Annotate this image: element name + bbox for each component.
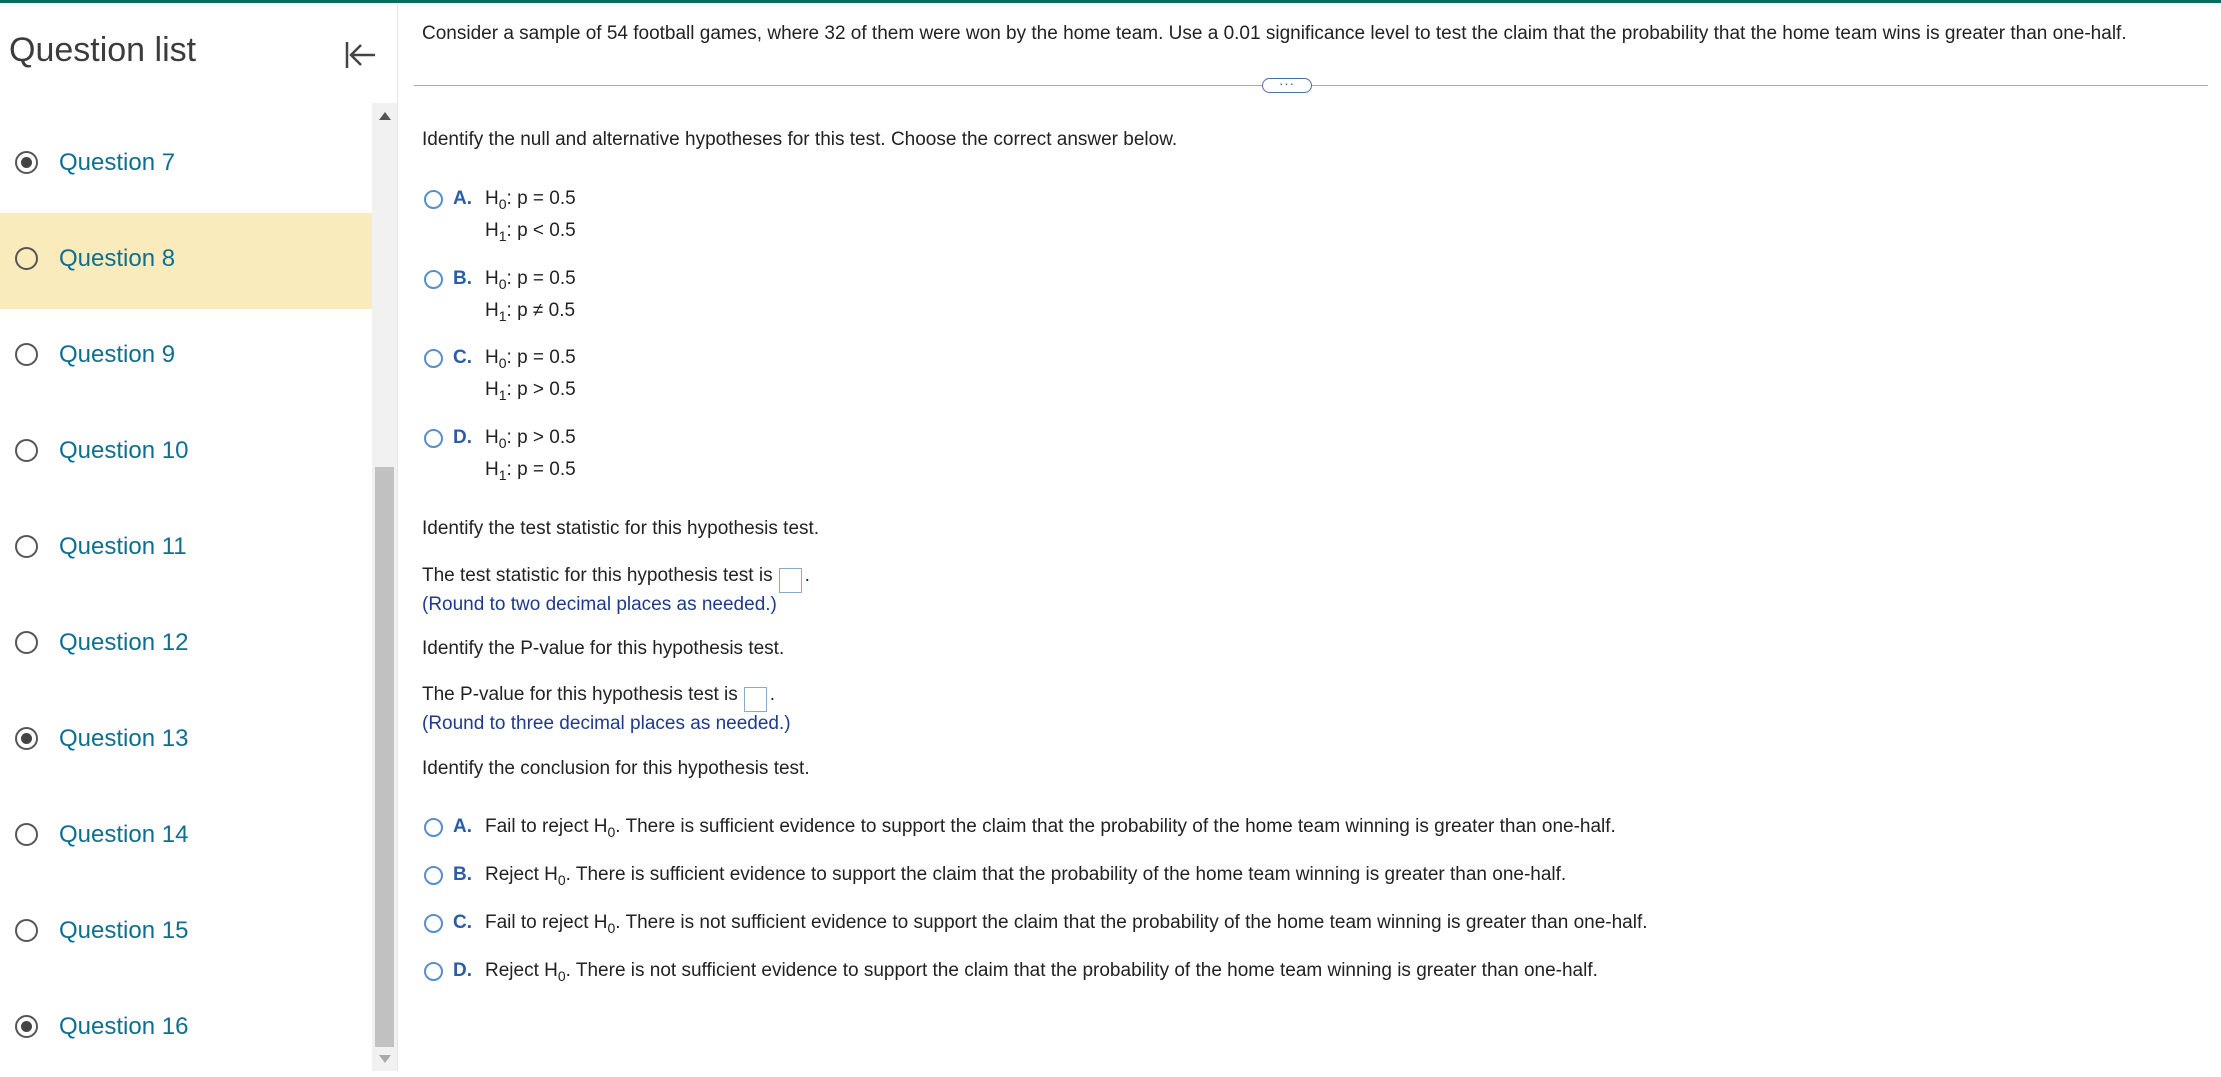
collapse-sidebar-button[interactable] bbox=[336, 30, 386, 80]
question-label: Question 13 bbox=[59, 725, 189, 752]
p-value-label: The P-value for this hypothesis test is bbox=[422, 684, 738, 705]
question-item-7[interactable] bbox=[0, 117, 372, 213]
alternative-hypothesis: $H_1$: p = 0.5 bbox=[485, 459, 576, 483]
question-item-9[interactable] bbox=[0, 309, 372, 405]
answered-indicator-icon bbox=[15, 727, 38, 750]
sidebar-scrollbar[interactable] bbox=[372, 103, 397, 1071]
question-list-sidebar bbox=[0, 3, 398, 1071]
sidebar-title: Question list bbox=[9, 31, 197, 69]
option-radio[interactable] bbox=[424, 270, 443, 289]
question-item-12[interactable] bbox=[0, 597, 372, 693]
test-statistic-input[interactable] bbox=[779, 568, 802, 593]
question-item-14[interactable] bbox=[0, 789, 372, 885]
question-prompt: Consider a sample of 54 football games, where 32 of them were won by the home team. Use a 0.01 significance level to test the claim that the probability that the home team wins is greater than one-half. bbox=[422, 23, 2127, 44]
null-hypothesis: $H_0$: p = 0.5 bbox=[485, 188, 576, 212]
option-radio[interactable] bbox=[424, 190, 443, 209]
option-radio[interactable] bbox=[424, 429, 443, 448]
unanswered-indicator-icon bbox=[15, 343, 38, 366]
option-letter: B. bbox=[453, 864, 472, 885]
test-statistic-sentence bbox=[422, 565, 810, 593]
part1-instruction: Identify the null and alternative hypotheses for this test. Choose the correct answer below. bbox=[422, 129, 1178, 150]
unanswered-indicator-icon bbox=[15, 535, 38, 558]
option-text: Reject $H_0$. There is not sufficient evidence to support the claim that the probability of the home team winning is greater than one-half. bbox=[485, 960, 1598, 984]
question-item-10[interactable] bbox=[0, 405, 372, 501]
sentence-period: . bbox=[769, 684, 776, 705]
question-panel bbox=[398, 3, 2221, 1071]
p-value-input[interactable] bbox=[744, 687, 767, 712]
null-hypothesis: $H_0$: p > 0.5 bbox=[485, 427, 576, 451]
part2-instruction: Identify the test statistic for this hypothesis test. bbox=[422, 518, 820, 539]
test-statistic-label: The test statistic for this hypothesis test is bbox=[422, 565, 773, 586]
scroll-up-arrow-icon[interactable] bbox=[372, 106, 397, 126]
question-item-8[interactable] bbox=[0, 213, 372, 309]
question-label: Question 12 bbox=[59, 629, 189, 656]
option-text: Fail to reject $H_0$. There is sufficient evidence to support the claim that the probability of the home team winning is greater than one-half. bbox=[485, 816, 1616, 840]
p-value-sentence bbox=[422, 684, 775, 712]
option-radio[interactable] bbox=[424, 914, 443, 933]
part4-instruction: Identify the conclusion for this hypothesis test. bbox=[422, 758, 810, 779]
expand-ellipsis-button[interactable]: ··· bbox=[1262, 78, 1312, 93]
question-label: Question 7 bbox=[59, 149, 176, 176]
scroll-down-arrow-icon[interactable] bbox=[372, 1049, 397, 1069]
option-radio[interactable] bbox=[424, 962, 443, 981]
collapse-left-icon bbox=[336, 30, 386, 80]
option-letter: A. bbox=[453, 188, 472, 209]
question-item-15[interactable] bbox=[0, 885, 372, 981]
option-text: Fail to reject $H_0$. There is not sufficient evidence to support the claim that the probability of the home team winning is greater than one-half. bbox=[485, 912, 1648, 936]
option-letter: C. bbox=[453, 912, 472, 933]
unanswered-indicator-icon bbox=[15, 247, 38, 270]
answered-indicator-icon bbox=[15, 151, 38, 174]
option-text: Reject $H_0$. There is sufficient evidence to support the claim that the probability of the home team winning is greater than one-half. bbox=[485, 864, 1567, 888]
null-hypothesis: $H_0$: p = 0.5 bbox=[485, 268, 576, 292]
test-statistic-rounding-hint: (Round to two decimal places as needed.) bbox=[422, 594, 777, 615]
unanswered-indicator-icon bbox=[15, 919, 38, 942]
question-label: Question 11 bbox=[59, 533, 187, 560]
answered-indicator-icon bbox=[15, 1015, 38, 1038]
unanswered-indicator-icon bbox=[15, 439, 38, 462]
option-letter: B. bbox=[453, 268, 472, 289]
part3-instruction: Identify the P-value for this hypothesis test. bbox=[422, 638, 785, 659]
option-letter: D. bbox=[453, 960, 472, 981]
option-radio[interactable] bbox=[424, 866, 443, 885]
question-label: Question 16 bbox=[59, 1013, 189, 1040]
sentence-period: . bbox=[804, 565, 810, 586]
question-item-16[interactable] bbox=[0, 981, 372, 1077]
question-label: Question 14 bbox=[59, 821, 189, 848]
question-label: Question 15 bbox=[59, 917, 189, 944]
scrollbar-thumb[interactable] bbox=[375, 467, 394, 1047]
question-item-11[interactable] bbox=[0, 501, 372, 597]
alternative-hypothesis: $H_1$: p < 0.5 bbox=[485, 220, 576, 244]
alternative-hypothesis: $H_1$: p > 0.5 bbox=[485, 379, 576, 403]
option-radio[interactable] bbox=[424, 818, 443, 837]
question-label: Question 10 bbox=[59, 437, 189, 464]
option-letter: C. bbox=[453, 347, 472, 368]
option-letter: D. bbox=[453, 427, 472, 448]
sidebar-header bbox=[0, 3, 372, 103]
question-label: Question 8 bbox=[59, 245, 176, 272]
unanswered-indicator-icon bbox=[15, 631, 38, 654]
option-radio[interactable] bbox=[424, 349, 443, 368]
p-value-rounding-hint: (Round to three decimal places as needed.) bbox=[422, 713, 791, 734]
question-item-13[interactable] bbox=[0, 693, 372, 789]
question-list bbox=[0, 117, 372, 1077]
unanswered-indicator-icon bbox=[15, 823, 38, 846]
null-hypothesis: $H_0$: p = 0.5 bbox=[485, 347, 576, 371]
question-label: Question 9 bbox=[59, 341, 176, 368]
option-letter: A. bbox=[453, 816, 472, 837]
alternative-hypothesis: $H_1$: p ≠ 0.5 bbox=[485, 300, 576, 324]
